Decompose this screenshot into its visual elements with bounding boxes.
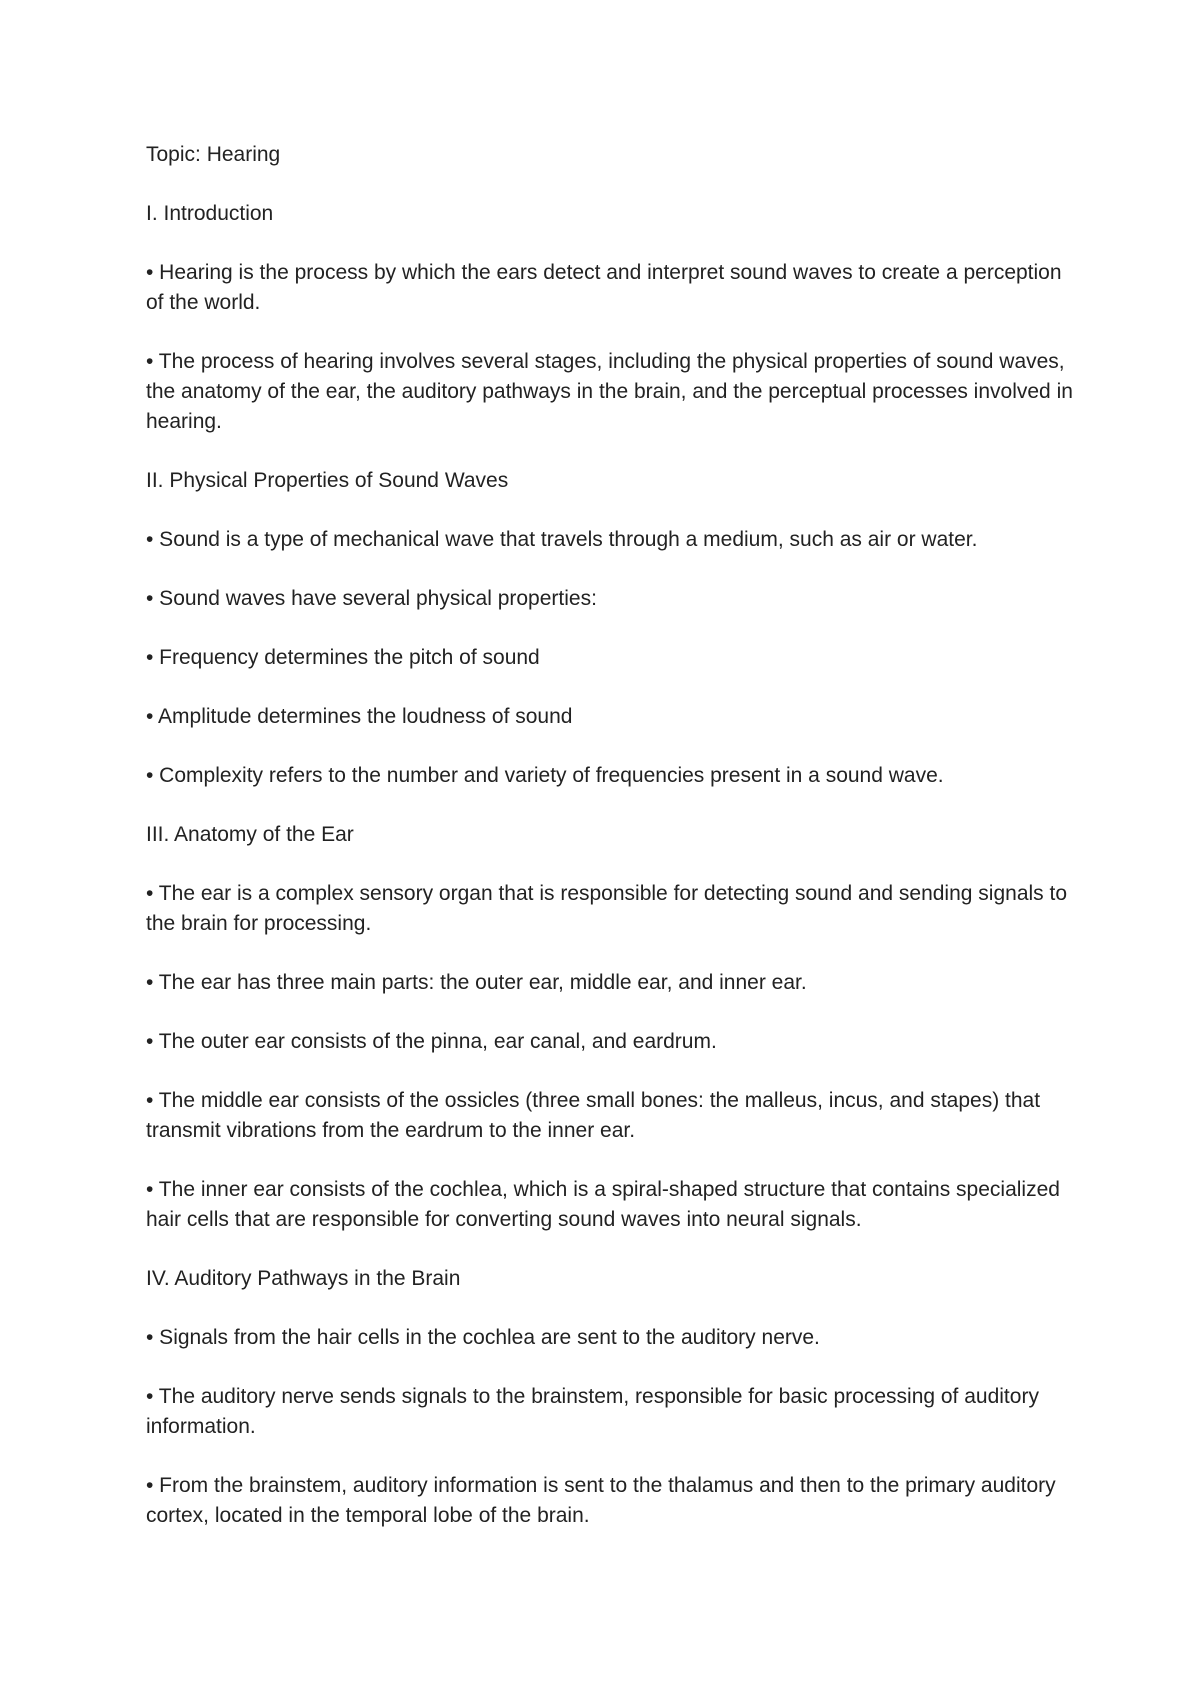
bullet-paragraph: • The outer ear consists of the pinna, ear canal, and eardrum. <box>146 1030 717 1053</box>
section-anatomy-of-ear <box>146 820 1076 1235</box>
bullet-paragraph: • Complexity refers to the number and variety of frequencies present in a sound wave. <box>146 764 944 787</box>
bullet-paragraph: • Frequency determines the pitch of sound <box>146 646 540 669</box>
bullet-paragraph: • The process of hearing involves several stages, including the physical properties of sound waves, the anatomy of the ear, the auditory pathways in the brain, and the perceptual processes involved in hearing. <box>146 350 1073 433</box>
section-physical-properties <box>146 466 1076 791</box>
bullet-paragraph: • The ear has three main parts: the outer ear, middle ear, and inner ear. <box>146 971 807 994</box>
bullet-paragraph: • Sound is a type of mechanical wave that travels through a medium, such as air or water. <box>146 528 978 551</box>
bullet-paragraph: • Signals from the hair cells in the cochlea are sent to the auditory nerve. <box>146 1326 820 1349</box>
document-topic: Topic: Hearing <box>146 143 281 166</box>
section-auditory-pathways <box>146 1264 1076 1531</box>
bullet-paragraph: • Sound waves have several physical properties: <box>146 587 597 610</box>
bullet-paragraph: • Amplitude determines the loudness of sound <box>146 705 573 728</box>
section-heading: II. Physical Properties of Sound Waves <box>146 469 509 492</box>
bullet-paragraph: • The middle ear consists of the ossicles (three small bones: the malleus, incus, and stapes) that transmit vibrations from the eardrum to the inner ear. <box>146 1089 1041 1142</box>
bullet-paragraph: • The auditory nerve sends signals to the brainstem, responsible for basic processing of auditory information. <box>146 1385 1039 1438</box>
section-introduction <box>146 199 1076 437</box>
section-heading: III. Anatomy of the Ear <box>146 823 354 846</box>
bullet-paragraph: • The inner ear consists of the cochlea, which is a spiral-shaped structure that contains specialized hair cells that are responsible for converting sound waves into neural signals. <box>146 1178 1060 1231</box>
document-page <box>146 140 1076 1560</box>
section-heading: I. Introduction <box>146 202 274 225</box>
bullet-paragraph: • Hearing is the process by which the ears detect and interpret sound waves to create a perception of the world. <box>146 261 1062 314</box>
bullet-paragraph: • From the brainstem, auditory information is sent to the thalamus and then to the primary auditory cortex, located in the temporal lobe of the brain. <box>146 1474 1056 1527</box>
bullet-paragraph: • The ear is a complex sensory organ that is responsible for detecting sound and sending signals to the brain for processing. <box>146 882 1068 935</box>
section-heading: IV. Auditory Pathways in the Brain <box>146 1267 461 1290</box>
